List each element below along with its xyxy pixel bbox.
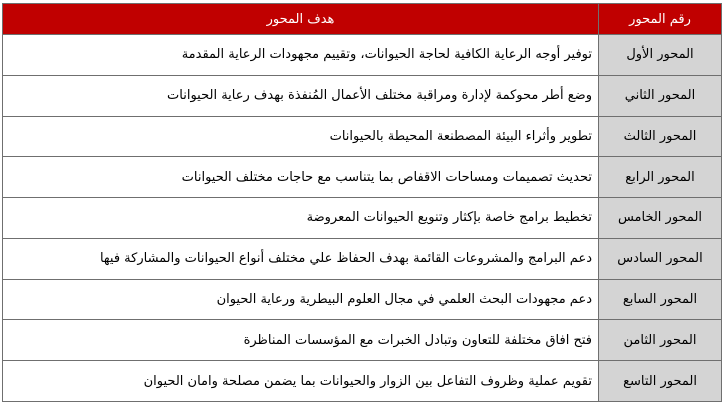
axis-number-cell: المحور التاسع xyxy=(599,361,722,402)
table-row xyxy=(3,238,722,279)
axis-number-cell: المحور الثالث xyxy=(599,116,722,157)
header-axis-goal: هدف المحور xyxy=(3,4,599,35)
table-row xyxy=(3,35,722,76)
axis-number-cell: المحور السابع xyxy=(599,279,722,320)
axis-goal-cell: تحديث تصميمات ومساحات الاقفاص بما يتناسب مع حاجات مختلف الحيوانات xyxy=(3,157,599,198)
table-header xyxy=(3,4,722,35)
axes-table xyxy=(2,3,722,402)
axis-number-cell: المحور الأول xyxy=(599,35,722,76)
table-row xyxy=(3,75,722,116)
header-row xyxy=(3,4,722,35)
table-row xyxy=(3,157,722,198)
table-row xyxy=(3,116,722,157)
axis-goal-cell: فتح افاق مختلفة للتعاون وتبادل الخبرات مع المؤسسات المناظرة xyxy=(3,320,599,361)
axis-number-cell: المحور الثاني xyxy=(599,75,722,116)
table-row xyxy=(3,198,722,239)
axis-goal-cell: تقويم عملية وظروف التفاعل بين الزوار والحيوانات بما يضمن مصلحة وامان الحيوان xyxy=(3,361,599,402)
table-row xyxy=(3,320,722,361)
axis-goal-cell: وضع أطر محوكمة لإدارة ومراقبة مختلف الأعمال المُنفذة بهدف رعاية الحيوانات xyxy=(3,75,599,116)
axis-goal-cell: دعم البرامج والمشروعات القائمة بهدف الحفاظ علي مختلف أنواع الحيوانات والمشاركة فيها xyxy=(3,238,599,279)
table-body xyxy=(3,35,722,402)
axis-goal-cell: توفير أوجه الرعاية الكافية لحاجة الحيوانات، وتقييم مجهودات الرعاية المقدمة xyxy=(3,35,599,76)
axis-number-cell: المحور الخامس xyxy=(599,198,722,239)
axis-number-cell: المحور الرابع xyxy=(599,157,722,198)
axis-goal-cell: تخطيط برامج خاصة بإكثار وتنويع الحيوانات المعروضة xyxy=(3,198,599,239)
table-row xyxy=(3,279,722,320)
axis-goal-cell: دعم مجهودات البحث العلمي في مجال العلوم البيطرية ورعاية الحيوان xyxy=(3,279,599,320)
axis-number-cell: المحور الثامن xyxy=(599,320,722,361)
table-row xyxy=(3,361,722,402)
axis-goal-cell: تطوير وأثراء البيئة المصطنعة المحيطة بالحيوانات xyxy=(3,116,599,157)
header-axis-number: رقم المحور xyxy=(599,4,722,35)
axis-number-cell: المحور السادس xyxy=(599,238,722,279)
